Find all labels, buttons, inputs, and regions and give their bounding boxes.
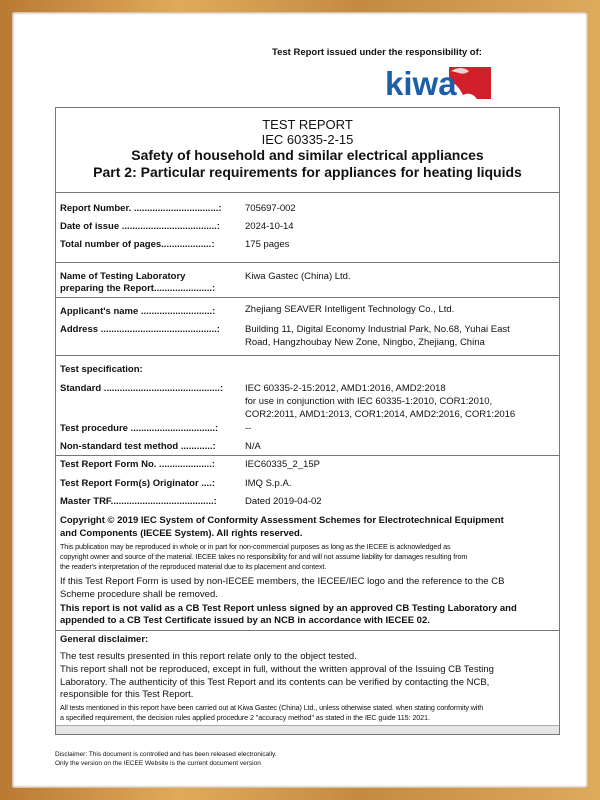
standard-value: IEC 60335-2-15:2012, AMD1:2016, AMD2:2018 (245, 383, 446, 394)
originator-value: IMQ S.p.A. (245, 478, 292, 489)
footer-version: Only the version on the IECEE Website is the current document version (55, 760, 261, 767)
date-value: 2024-10-14 (245, 221, 294, 232)
form-no-value: IEC60335_2_15P (245, 459, 321, 470)
divider (55, 355, 560, 356)
test-spec-heading: Test specification: (60, 364, 143, 375)
lab-value: Kiwa Gastec (China) Ltd. (245, 271, 351, 282)
date-label: Date of issue ....................................: (60, 221, 220, 232)
standard-value-2: for use in conjunction with IEC 60335-1:2010, COR1:2010, (245, 396, 493, 407)
publication-text: This publication may be reproduced in whole or in part for non-commercial purposes as long as the IECEE is acknowledged as (60, 542, 451, 551)
divider (55, 297, 560, 298)
report-title: TEST REPORT (262, 117, 353, 132)
non-member-text-2: Scheme procedure shall be removed. (60, 589, 218, 600)
divider (55, 630, 560, 631)
divider (55, 192, 560, 193)
procedure-label: Test procedure ................................: (60, 423, 219, 434)
master-trf-value: Dated 2019-04-02 (245, 496, 322, 507)
svg-text:kiwa: kiwa (385, 65, 457, 101)
address-value-2: Road, Hangzhoubay New Zone, Ningbo, Zhejiang, China (245, 337, 485, 348)
copyright-text: Copyright © 2019 IEC System of Conformity Assessment Schemes for Electrotechnical Equipment (60, 515, 504, 526)
general-text-1: The test results presented in this report relate only to the object tested. (60, 651, 357, 662)
master-trf-label: Master TRF.......................................: (60, 496, 217, 507)
validity-text-2: appended to a CB Test Certificate issued by an NCB in accordance with IECEE 02. (60, 615, 430, 626)
standard-value-3: COR2:2011, AMD1:2013, COR1:2014, AMD2:2016, COR1:2016 (245, 409, 516, 420)
lab-label: Name of Testing Laboratory (60, 271, 186, 282)
standard-label: Standard ............................................: (60, 383, 224, 394)
general-small-1: All tests mentioned in this report have been carried out at Kiwa Gastec (China) Ltd., unless otherwise stated. when stating conformity with (60, 703, 484, 712)
kiwa-logo (385, 65, 493, 101)
procedure-value: -- (245, 423, 252, 434)
report-number-label: Report Number. ................................: (60, 203, 222, 214)
non-standard-label: Non-standard test method ............: (60, 441, 216, 452)
applicant-label: Applicant's name ...........................: (60, 306, 216, 317)
publication-text-3: the reader's interpretation of the reproduced material due to its placement and context. (60, 562, 327, 571)
report-part: Part 2: Particular requirements for appliances for heating liquids (93, 164, 522, 180)
applicant-value: Zhejiang SEAVER Intelligent Technology Co., Ltd. (245, 304, 455, 315)
lab-label-2: preparing the Report......................: (60, 283, 216, 294)
form-no-label: Test Report Form No. ....................: (60, 459, 216, 470)
publication-text-2: copyright owner and source of the material. IECEE takes no responsibility for and will not assume liability for damages resulting from (60, 552, 468, 561)
general-disclaimer-heading: General disclaimer: (60, 634, 149, 645)
non-standard-value: N/A (245, 441, 261, 452)
issued-by-text: Test Report issued under the responsibility of: (272, 47, 482, 58)
non-member-text: If this Test Report Form is used by non-IECEE members, the IECEE/IEC logo and the reference to the CB (60, 576, 505, 587)
report-subtitle: Safety of household and similar electrical appliances (131, 147, 484, 163)
pages-label: Total number of pages...................: (60, 239, 215, 250)
copyright-text-2: and Components (IECEE System). All rights reserved. (60, 528, 303, 539)
standard-number: IEC 60335-2-15 (261, 132, 354, 147)
originator-label: Test Report Form(s) Originator ....: (60, 478, 215, 489)
pages-value: 175 pages (245, 239, 290, 250)
validity-text: This report is not valid as a CB Test Report unless signed by an approved CB Testing Laboratory and (60, 603, 517, 614)
general-text-4: responsible for this Test Report. (60, 689, 194, 700)
table-footer-band (56, 725, 559, 734)
divider (55, 455, 560, 456)
general-text-3: Laboratory. The authenticity of this Test Report and its contents can be verified by contacting the NCB, (60, 677, 490, 688)
footer-disclaimer: Disclaimer: This document is controlled and has been released electronically. (55, 751, 277, 758)
report-number-value: 705697-002 (245, 203, 296, 214)
address-value: Building 11, Digital Economy Industrial Park, No.68, Yuhai East (245, 324, 510, 335)
divider (55, 262, 560, 263)
address-label: Address ............................................: (60, 324, 220, 335)
general-text-2: This report shall not be reproduced, except in full, without the written approval of the Issuing CB Testing (60, 664, 494, 675)
general-small-2: a specified requirement, the decision rules applied procedure 2 "accuracy method" as stated in the IEC guide 115: 2021. (60, 713, 430, 722)
